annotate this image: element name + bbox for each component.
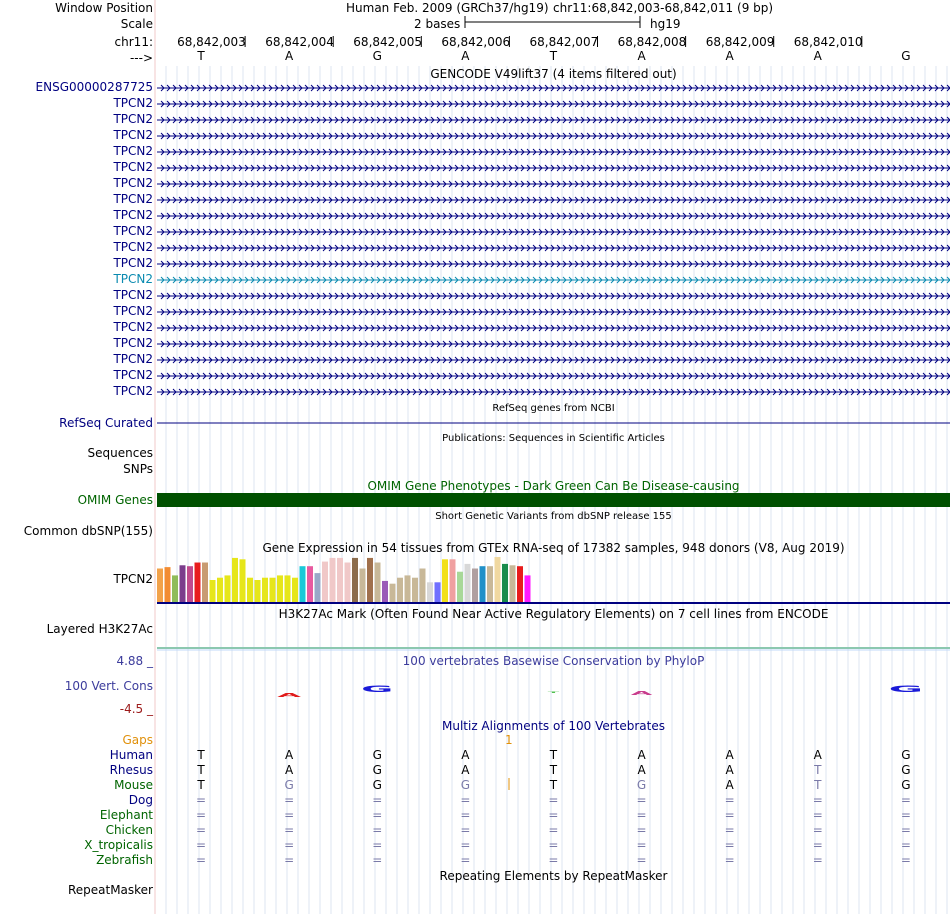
gtex-tissue-bar <box>345 563 351 603</box>
reference-base: G <box>372 49 382 63</box>
aligned-base: = <box>372 808 383 822</box>
gaps-label: Gaps <box>122 733 153 747</box>
aligned-base: = <box>548 823 559 837</box>
aligned-base: = <box>636 793 647 807</box>
gtex-track-label[interactable]: TPCN2 <box>113 572 153 586</box>
aligned-base: = <box>372 853 383 867</box>
aligned-base: = <box>636 838 647 852</box>
aligned-base: T <box>814 778 822 792</box>
gtex-tissue-bar <box>202 563 208 603</box>
aligned-base: = <box>196 808 207 822</box>
gtex-tissue-bar <box>337 558 343 603</box>
gtex-tissue-bar <box>510 565 516 603</box>
aligned-base: G <box>372 748 382 762</box>
aligned-base: = <box>196 853 207 867</box>
aligned-base: = <box>284 808 295 822</box>
gtex-tissue-bar <box>300 566 306 603</box>
gtex-tissue-bar <box>157 569 163 604</box>
gtex-tissue-bar <box>495 557 501 603</box>
gencode-row-label[interactable]: TPCN2 <box>113 176 153 190</box>
species-label[interactable]: Human <box>109 748 153 762</box>
gtex-tissue-bar <box>450 559 456 603</box>
aligned-base: G <box>901 778 911 792</box>
dbsnp-track-title[interactable]: Short Genetic Variants from dbSNP release 155 <box>435 511 672 522</box>
gencode-row-label[interactable]: TPCN2 <box>113 144 153 158</box>
gencode-track-title[interactable]: GENCODE V49lift37 (4 items filtered out) <box>430 67 677 81</box>
aligned-base: = <box>724 808 735 822</box>
reference-base: T <box>197 49 205 63</box>
gtex-tissue-bar <box>217 578 223 603</box>
gencode-row-label[interactable]: TPCN2 <box>113 304 153 318</box>
reference-base: A <box>461 49 470 63</box>
gtex-tissue-bar <box>390 584 396 603</box>
gtex-tissue-bar <box>330 558 336 603</box>
aligned-base: A <box>637 763 646 777</box>
repeatmasker-track-label[interactable]: RepeatMasker <box>67 883 153 897</box>
coordinate-label: 68,842,009 <box>705 35 775 49</box>
aligned-base: T <box>197 778 205 792</box>
snps-track-label[interactable]: SNPs <box>123 462 153 476</box>
aligned-base: = <box>724 793 735 807</box>
aligned-base: A <box>725 778 734 792</box>
gencode-row-label[interactable]: TPCN2 <box>113 368 153 382</box>
gtex-tissue-bar <box>517 566 523 603</box>
chrom-label: chr11: <box>114 35 153 49</box>
gencode-row-label[interactable]: TPCN2 <box>113 272 153 286</box>
aligned-base: = <box>548 853 559 867</box>
window-position: chr11:68,842,003-68,842,011 (9 bp) <box>553 1 774 15</box>
gtex-tissue-bar <box>352 558 358 603</box>
gtex-tissue-bar <box>502 564 508 603</box>
species-label[interactable]: Mouse <box>114 778 153 792</box>
gtex-tissue-bar <box>382 581 388 603</box>
gtex-tissue-bar <box>225 575 231 603</box>
gtex-tissue-bar <box>187 566 193 603</box>
aligned-base: = <box>636 853 647 867</box>
gencode-row-label[interactable]: TPCN2 <box>113 192 153 206</box>
gtex-tissue-bar <box>465 564 471 603</box>
gtex-tissue-bar <box>307 566 313 603</box>
aligned-base: G <box>460 778 470 792</box>
reference-base: A <box>725 49 734 63</box>
aligned-base: = <box>460 793 471 807</box>
aligned-base: = <box>548 808 559 822</box>
h3k27ac-track-label[interactable]: Layered H3K27Ac <box>46 622 153 636</box>
gtex-tissue-bar <box>367 558 373 603</box>
gtex-tissue-bar <box>247 578 253 603</box>
phylop-base-glyph: A <box>277 691 302 699</box>
gencode-row-label[interactable]: TPCN2 <box>113 208 153 222</box>
gtex-tissue-bar <box>172 575 178 603</box>
aligned-base: = <box>196 793 207 807</box>
reference-base: G <box>901 49 911 63</box>
gencode-row-label[interactable]: TPCN2 <box>113 160 153 174</box>
gtex-tissue-bar <box>412 578 418 603</box>
publications-track-title[interactable]: Publications: Sequences in Scientific Articles <box>442 433 665 444</box>
coordinate-label: 68,842,010 <box>793 35 863 49</box>
phylop-base-glyph: A <box>630 690 653 697</box>
coordinate-label: 68,842,003 <box>177 35 246 49</box>
aligned-base: = <box>460 808 471 822</box>
aligned-base: A <box>285 748 294 762</box>
scale-text: 2 bases <box>414 17 461 31</box>
aligned-base: = <box>724 853 735 867</box>
sequences-track-label[interactable]: Sequences <box>87 446 153 460</box>
gtex-tissue-bar <box>277 575 283 603</box>
phylop-base-glyph: T <box>547 691 560 694</box>
gtex-tissue-bar <box>360 569 366 604</box>
gtex-tissue-bar <box>442 559 448 603</box>
gtex-tissue-bar <box>180 565 186 603</box>
aligned-base: A <box>637 748 646 762</box>
aligned-base: = <box>284 838 295 852</box>
aligned-base: A <box>725 748 734 762</box>
aligned-base: = <box>636 808 647 822</box>
gtex-tissue-bar <box>210 580 216 603</box>
aligned-base: = <box>812 793 823 807</box>
gencode-row-label[interactable]: TPCN2 <box>113 352 153 366</box>
window-position-label: Window Position <box>55 1 153 15</box>
aligned-base: A <box>725 763 734 777</box>
phylop-base-glyph: G <box>888 683 924 695</box>
gtex-tissue-bar <box>255 580 261 603</box>
aligned-base: G <box>636 778 647 792</box>
aligned-base: = <box>460 838 471 852</box>
coordinate-label: 68,842,004 <box>265 35 334 49</box>
aligned-base: G <box>372 778 382 792</box>
repeatmasker-track-title[interactable]: Repeating Elements by RepeatMasker <box>439 869 668 883</box>
gencode-row-label[interactable]: TPCN2 <box>113 256 153 270</box>
gtex-tissue-bar <box>165 567 171 603</box>
gtex-tissue-bar <box>285 575 291 603</box>
aligned-base: = <box>900 808 911 822</box>
phylop-track-label[interactable]: 100 Vert. Cons <box>64 679 153 693</box>
gap-count: 1 <box>505 733 513 747</box>
species-label[interactable]: Elephant <box>99 808 153 822</box>
aligned-base: G <box>901 763 911 777</box>
phylop-min-label: -4.5 _ <box>119 702 153 716</box>
aligned-base: A <box>813 748 822 762</box>
aligned-base: = <box>812 853 823 867</box>
gencode-row-label[interactable]: TPCN2 <box>113 288 153 302</box>
gtex-tissue-bar <box>397 578 403 603</box>
aligned-base: T <box>197 748 205 762</box>
aligned-base: T <box>549 748 558 762</box>
aligned-base: T <box>197 763 205 777</box>
gtex-tissue-bar <box>195 563 201 603</box>
gtex-tissue-bar <box>262 578 268 603</box>
coordinate-label: 68,842,005 <box>353 35 423 49</box>
gtex-tissue-bar <box>472 569 478 604</box>
aligned-base: = <box>372 823 383 837</box>
gencode-row-label[interactable]: TPCN2 <box>113 384 153 398</box>
species-label[interactable]: Rhesus <box>109 763 153 777</box>
aligned-base: T <box>549 763 558 777</box>
dbsnp-track-label[interactable]: Common dbSNP(155) <box>23 524 153 538</box>
h3k27ac-track-title[interactable]: H3K27Ac Mark (Often Found Near Active Regulatory Elements) on 7 cell lines from ENCODE <box>278 607 829 621</box>
coordinate-label: 68,842,007 <box>529 35 599 49</box>
gtex-tissue-bar <box>525 575 531 603</box>
gencode-row-label[interactable]: ENSG00000287725 <box>35 80 153 94</box>
refseq-track-label[interactable]: RefSeq Curated <box>59 416 153 430</box>
aligned-base: = <box>900 823 911 837</box>
phylop-base-glyph: G <box>361 683 394 695</box>
gtex-track-title[interactable]: Gene Expression in 54 tissues from GTEx RNA-seq of 17382 samples, 948 donors (V8, Aug 2019) <box>262 541 845 555</box>
aligned-base: = <box>636 823 647 837</box>
gtex-tissue-bar <box>405 575 411 603</box>
aligned-base: = <box>812 823 823 837</box>
aligned-base: = <box>372 793 383 807</box>
aligned-base: T <box>549 778 558 792</box>
gencode-row-label[interactable]: TPCN2 <box>113 128 153 142</box>
aligned-base: G <box>901 748 911 762</box>
aligned-base: = <box>196 823 207 837</box>
gencode-row-label[interactable]: TPCN2 <box>113 96 153 110</box>
aligned-base: = <box>460 853 471 867</box>
aligned-base: = <box>812 838 823 852</box>
gtex-tissue-bar <box>315 573 321 603</box>
gtex-tissue-bar <box>375 563 381 603</box>
aligned-base: = <box>900 853 911 867</box>
reference-base: A <box>813 49 822 63</box>
refseq-track-title[interactable]: RefSeq genes from NCBI <box>492 403 615 414</box>
aligned-base: A <box>285 763 294 777</box>
phylop-track-title[interactable]: 100 vertebrates Basewise Conservation by PhyloP <box>402 654 705 668</box>
scale-db: hg19 <box>650 17 681 31</box>
reference-base: A <box>637 49 646 63</box>
omim-track-title[interactable]: OMIM Gene Phenotypes - Dark Green Can Be Disease-causing <box>367 479 740 493</box>
gencode-row-label[interactable]: TPCN2 <box>113 224 153 238</box>
gtex-tissue-bar <box>457 572 463 603</box>
aligned-base: G <box>284 778 294 792</box>
species-label[interactable]: Chicken <box>105 823 153 837</box>
aligned-base: = <box>460 823 471 837</box>
aligned-base: = <box>284 823 295 837</box>
gtex-tissue-bar <box>480 566 486 603</box>
gencode-row-label[interactable]: TPCN2 <box>113 320 153 334</box>
gtex-tissue-bar <box>292 578 298 603</box>
aligned-base: = <box>812 808 823 822</box>
aligned-base: = <box>548 793 559 807</box>
aligned-base: A <box>461 748 470 762</box>
aligned-base: = <box>900 838 911 852</box>
scale-label: Scale <box>120 17 153 31</box>
gtex-tissue-bar <box>270 578 276 603</box>
aligned-base: A <box>461 763 470 777</box>
aligned-base: = <box>548 838 559 852</box>
aligned-base: = <box>284 793 295 807</box>
gtex-tissue-bar <box>487 566 493 603</box>
aligned-base: T <box>814 763 822 777</box>
assembly-name: Human Feb. 2009 (GRCh37/hg19) <box>346 1 549 15</box>
gtex-tissue-bar <box>420 569 426 604</box>
gencode-row-label[interactable]: TPCN2 <box>113 336 153 350</box>
omim-track-label[interactable]: OMIM Genes <box>77 493 153 507</box>
gtex-tissue-bar <box>240 559 246 603</box>
phylop-max-label: 4.88 _ <box>116 654 153 668</box>
species-label[interactable]: Dog <box>128 793 153 807</box>
coordinate-label: 68,842,006 <box>441 35 511 49</box>
gencode-row-label[interactable]: TPCN2 <box>113 240 153 254</box>
gtex-tissue-bar <box>232 558 238 603</box>
aligned-base: = <box>372 838 383 852</box>
strand-label: ---> <box>129 51 153 65</box>
reference-base: A <box>285 49 294 63</box>
coordinate-label: 68,842,008 <box>617 35 687 49</box>
aligned-base: = <box>724 838 735 852</box>
gencode-row-label[interactable]: TPCN2 <box>113 112 153 126</box>
multiz-track-title[interactable]: Multiz Alignments of 100 Vertebrates <box>441 719 666 733</box>
species-label[interactable]: X_tropicalis <box>84 838 153 852</box>
gtex-tissue-bar <box>435 582 441 603</box>
gtex-tissue-bar <box>427 582 433 603</box>
aligned-base: G <box>372 763 382 777</box>
aligned-base: = <box>196 838 207 852</box>
omim-bar <box>157 493 950 507</box>
aligned-base: = <box>900 793 911 807</box>
aligned-base: = <box>724 823 735 837</box>
species-label[interactable]: Zebrafish <box>96 853 153 867</box>
gtex-tissue-bar <box>322 562 328 603</box>
reference-base: T <box>549 49 558 63</box>
aligned-base: = <box>284 853 295 867</box>
